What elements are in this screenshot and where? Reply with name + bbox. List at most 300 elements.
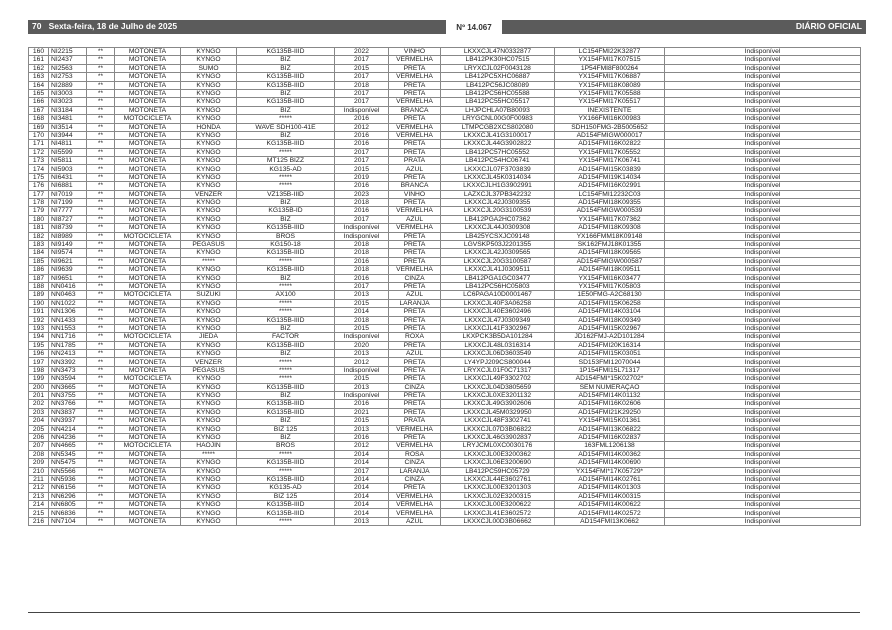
brand-cell: KYNGO — [181, 148, 237, 156]
chassis-cell: LKXXCJL48F3302741 — [441, 417, 555, 425]
color-cell: LARANJA — [389, 467, 441, 475]
brand-cell: KYNGO — [181, 417, 237, 425]
row-number-cell: 208 — [29, 450, 49, 458]
year-cell: 2017 — [335, 56, 389, 64]
engine-number-cell: 1P54FMI8F800264 — [555, 64, 665, 72]
marker-cell: ** — [87, 392, 115, 400]
vehicle-type-cell: MOTONETA — [115, 358, 181, 366]
vehicle-type-cell: MOTONETA — [115, 81, 181, 89]
plate-cell: NI8989 — [49, 232, 87, 240]
status-cell: Indisponível — [665, 316, 861, 324]
brand-cell: KYNGO — [181, 299, 237, 307]
plate-cell: NN3755 — [49, 392, 87, 400]
color-cell: LARANJA — [389, 299, 441, 307]
table-row — [29, 64, 861, 72]
table-row — [29, 215, 861, 223]
color-cell: PRETA — [389, 324, 441, 332]
plate-cell: NN1716 — [49, 333, 87, 341]
plate-cell: NI9149 — [49, 240, 87, 248]
chassis-cell: LKXXCJL42J0309565 — [441, 249, 555, 257]
year-cell: 2015 — [335, 299, 389, 307]
vehicle-type-cell: MOTOCICLETA — [115, 232, 181, 240]
year-cell: 2014 — [335, 450, 389, 458]
year-cell: 2015 — [335, 417, 389, 425]
year-cell: 2018 — [335, 81, 389, 89]
table-row — [29, 165, 861, 173]
plate-cell: NI9574 — [49, 249, 87, 257]
plate-cell: NN5345 — [49, 450, 87, 458]
chassis-cell: LKXXCJL07F3703839 — [441, 165, 555, 173]
row-number-cell: 175 — [29, 173, 49, 181]
engine-number-cell: AD154FMI16K02822 — [555, 140, 665, 148]
table-row — [29, 224, 861, 232]
color-cell: PRETA — [389, 392, 441, 400]
engine-number-cell: AD154FMIGW000539 — [555, 207, 665, 215]
row-number-cell: 178 — [29, 199, 49, 207]
model-cell: BIZ — [237, 392, 335, 400]
year-cell: 2013 — [335, 350, 389, 358]
marker-cell: ** — [87, 215, 115, 223]
marker-cell: ** — [87, 501, 115, 509]
plate-cell: NN1022 — [49, 299, 87, 307]
vehicle-type-cell: MOTONETA — [115, 215, 181, 223]
status-cell: Indisponível — [665, 232, 861, 240]
table-row — [29, 123, 861, 131]
status-cell: Indisponível — [665, 341, 861, 349]
brand-cell: KYNGO — [181, 459, 237, 467]
model-cell: WAVE SDH100-41E — [237, 123, 335, 131]
year-cell: 2015 — [335, 324, 389, 332]
chassis-cell: LTMPCGB2XCS802080 — [441, 123, 555, 131]
brand-cell: KYNGO — [181, 484, 237, 492]
marker-cell: ** — [87, 291, 115, 299]
model-cell: BIZ — [237, 131, 335, 139]
row-number-cell: 197 — [29, 358, 49, 366]
color-cell: PRETA — [389, 282, 441, 290]
model-cell: KG135B-IIID — [237, 140, 335, 148]
row-number-cell: 205 — [29, 425, 49, 433]
brand-cell: KYNGO — [181, 157, 237, 165]
marker-cell: ** — [87, 274, 115, 282]
color-cell: AZUL — [389, 291, 441, 299]
row-number-cell: 199 — [29, 375, 49, 383]
marker-cell: ** — [87, 89, 115, 97]
brand-cell: KYNGO — [181, 282, 237, 290]
model-cell: KG135B-IIID — [237, 475, 335, 483]
brand-cell: KYNGO — [181, 425, 237, 433]
brand-cell: KYNGO — [181, 56, 237, 64]
engine-number-cell: LC154FMI22K32877 — [555, 48, 665, 56]
vehicle-type-cell: MOTONETA — [115, 165, 181, 173]
plate-cell: NI8727 — [49, 215, 87, 223]
row-number-cell: 167 — [29, 106, 49, 114]
engine-number-cell: YX154FMI17K05803 — [555, 282, 665, 290]
color-cell: PRETA — [389, 64, 441, 72]
engine-number-cell: AD154FMI15K03051 — [555, 350, 665, 358]
year-cell: Indisponível — [335, 224, 389, 232]
table-row — [29, 375, 861, 383]
table-row — [29, 48, 861, 56]
model-cell: BIZ — [237, 89, 335, 97]
chassis-cell: LKXXCJL20G3100539 — [441, 207, 555, 215]
plate-cell: NN3837 — [49, 408, 87, 416]
row-number-cell: 184 — [29, 249, 49, 257]
year-cell: 2018 — [335, 266, 389, 274]
brand-cell: KYNGO — [181, 81, 237, 89]
model-cell: BIZ — [237, 215, 335, 223]
page-number: 70 — [32, 21, 42, 31]
engine-number-cell: AD154FMI18K09511 — [555, 266, 665, 274]
model-cell: BIZ — [237, 56, 335, 64]
chassis-cell: LY4YPJ209CS800044 — [441, 358, 555, 366]
row-number-cell: 191 — [29, 308, 49, 316]
marker-cell: ** — [87, 324, 115, 332]
engine-number-cell: AD154FMI15K03839 — [555, 165, 665, 173]
color-cell: PRETA — [389, 375, 441, 383]
status-cell: Indisponível — [665, 224, 861, 232]
brand-cell: KYNGO — [181, 350, 237, 358]
chassis-cell: LKXXCJL48L0316314 — [441, 341, 555, 349]
model-cell: KG135B-IIID — [237, 501, 335, 509]
color-cell: CINZA — [389, 459, 441, 467]
row-number-cell: 187 — [29, 274, 49, 282]
year-cell: 2017 — [335, 215, 389, 223]
status-cell: Indisponível — [665, 492, 861, 500]
marker-cell: ** — [87, 282, 115, 290]
status-cell: Indisponível — [665, 299, 861, 307]
year-cell: 2017 — [335, 282, 389, 290]
engine-number-cell: YX154FMI17K05588 — [555, 89, 665, 97]
color-cell: VERMELHA — [389, 266, 441, 274]
status-cell: Indisponível — [665, 375, 861, 383]
chassis-cell: LKXXCJL00E3200362 — [441, 450, 555, 458]
status-cell: Indisponível — [665, 358, 861, 366]
table-row — [29, 240, 861, 248]
table-row — [29, 299, 861, 307]
row-number-cell: 162 — [29, 64, 49, 72]
year-cell: 2014 — [335, 509, 389, 517]
row-number-cell: 171 — [29, 140, 49, 148]
year-cell: 2016 — [335, 115, 389, 123]
table-row — [29, 207, 861, 215]
chassis-cell: LKXXCJL20G3100587 — [441, 257, 555, 265]
plate-cell: NN7104 — [49, 517, 87, 525]
engine-number-cell: AD154FMI16K02837 — [555, 433, 665, 441]
status-cell: Indisponível — [665, 64, 861, 72]
brand-cell: KYNGO — [181, 131, 237, 139]
plate-cell: NN3937 — [49, 417, 87, 425]
table-row — [29, 366, 861, 374]
engine-number-cell: LC154FMI12232C03 — [555, 190, 665, 198]
engine-number-cell: AD154FMI18K09355 — [555, 199, 665, 207]
marker-cell: ** — [87, 56, 115, 64]
brand-cell: KYNGO — [181, 98, 237, 106]
plate-cell: NN6805 — [49, 501, 87, 509]
row-number-cell: 206 — [29, 433, 49, 441]
row-number-cell: 168 — [29, 115, 49, 123]
chassis-cell: LKXXCJL42J0309355 — [441, 199, 555, 207]
status-cell: Indisponível — [665, 308, 861, 316]
brand-cell: KYNGO — [181, 48, 237, 56]
color-cell: VERMELHA — [389, 425, 441, 433]
status-cell: Indisponível — [665, 517, 861, 525]
year-cell: 2017 — [335, 89, 389, 97]
engine-number-cell: AD154FMI*15K02702* — [555, 375, 665, 383]
brand-cell: KYNGO — [181, 266, 237, 274]
table-row — [29, 291, 861, 299]
vehicle-type-cell: MOTONETA — [115, 459, 181, 467]
row-number-cell: 211 — [29, 475, 49, 483]
status-cell: Indisponível — [665, 106, 861, 114]
row-number-cell: 160 — [29, 48, 49, 56]
plate-cell: NI9621 — [49, 257, 87, 265]
brand-cell: KYNGO — [181, 207, 237, 215]
chassis-cell: LKXXCJL41J0309511 — [441, 266, 555, 274]
table-row — [29, 467, 861, 475]
model-cell: KG135B-ID — [237, 207, 335, 215]
color-cell: VINHO — [389, 48, 441, 56]
table-row — [29, 308, 861, 316]
row-number-cell: 194 — [29, 333, 49, 341]
plate-cell: NN2413 — [49, 350, 87, 358]
plate-cell: NI5599 — [49, 148, 87, 156]
row-number-cell: 182 — [29, 232, 49, 240]
color-cell: PRETA — [389, 257, 441, 265]
color-cell: PRATA — [389, 157, 441, 165]
table-row — [29, 98, 861, 106]
engine-number-cell: YX154FMI18K08089 — [555, 81, 665, 89]
chassis-cell: LRYXCJL01F0C71317 — [441, 366, 555, 374]
model-cell: KG135B-IIID — [237, 266, 335, 274]
brand-cell: KYNGO — [181, 383, 237, 391]
marker-cell: ** — [87, 341, 115, 349]
vehicle-type-cell: MOTONETA — [115, 274, 181, 282]
table-row — [29, 157, 861, 165]
brand-cell: JIEDA — [181, 333, 237, 341]
year-cell: 2018 — [335, 316, 389, 324]
year-cell: 2016 — [335, 400, 389, 408]
model-cell: KG135B-IIID — [237, 73, 335, 81]
vehicle-type-cell: MOTONETA — [115, 257, 181, 265]
status-cell: Indisponível — [665, 475, 861, 483]
chassis-cell: LKXXCJL47J0309349 — [441, 316, 555, 324]
brand-cell: KYNGO — [181, 106, 237, 114]
status-cell: Indisponível — [665, 509, 861, 517]
status-cell: Indisponível — [665, 459, 861, 467]
model-cell: KG135B-IIID — [237, 48, 335, 56]
year-cell: 2012 — [335, 358, 389, 366]
chassis-cell: LKXXCJL45M0329950 — [441, 408, 555, 416]
engine-number-cell: YX166FMM18K09148 — [555, 232, 665, 240]
year-cell: 2014 — [335, 308, 389, 316]
color-cell: PRETA — [389, 199, 441, 207]
table-row — [29, 492, 861, 500]
plate-cell: NN6296 — [49, 492, 87, 500]
model-cell: ***** — [237, 517, 335, 525]
row-number-cell: 177 — [29, 190, 49, 198]
row-number-cell: 216 — [29, 517, 49, 525]
year-cell: 2013 — [335, 425, 389, 433]
row-number-cell: 200 — [29, 383, 49, 391]
chassis-cell: LAZXCJL37PB342232 — [441, 190, 555, 198]
brand-cell: KYNGO — [181, 341, 237, 349]
color-cell: AZUL — [389, 517, 441, 525]
brand-cell: KYNGO — [181, 274, 237, 282]
marker-cell: ** — [87, 509, 115, 517]
table-row — [29, 459, 861, 467]
marker-cell: ** — [87, 383, 115, 391]
vehicle-type-cell: MOTONETA — [115, 140, 181, 148]
engine-number-cell: AD154FMI18K09565 — [555, 249, 665, 257]
plate-cell: NI3023 — [49, 98, 87, 106]
vehicle-type-cell: MOTOCICLETA — [115, 333, 181, 341]
row-number-cell: 174 — [29, 165, 49, 173]
marker-cell: ** — [87, 224, 115, 232]
marker-cell: ** — [87, 182, 115, 190]
table-row — [29, 324, 861, 332]
brand-cell: KYNGO — [181, 408, 237, 416]
model-cell: ***** — [237, 182, 335, 190]
status-cell: Indisponível — [665, 56, 861, 64]
vehicle-type-cell: MOTONETA — [115, 517, 181, 525]
row-number-cell: 190 — [29, 299, 49, 307]
status-cell: Indisponível — [665, 442, 861, 450]
chassis-cell: LKXXCJL40E3602496 — [441, 308, 555, 316]
color-cell: VERMELHA — [389, 207, 441, 215]
engine-number-cell: AD154FMI14K00315 — [555, 492, 665, 500]
chassis-cell: LRYXCJL02F0043128 — [441, 64, 555, 72]
engine-number-cell: AD154FMI14K01132 — [555, 392, 665, 400]
model-cell: BROS — [237, 442, 335, 450]
vehicle-type-cell: MOTONETA — [115, 89, 181, 97]
chassis-cell: LB412PC5XHC06887 — [441, 73, 555, 81]
marker-cell: ** — [87, 165, 115, 173]
model-cell: BIZ 125 — [237, 425, 335, 433]
model-cell: ***** — [237, 299, 335, 307]
engine-number-cell: AD154FMI14K00690 — [555, 459, 665, 467]
marker-cell: ** — [87, 408, 115, 416]
plate-cell: NN3392 — [49, 358, 87, 366]
year-cell: 2014 — [335, 492, 389, 500]
model-cell: MT125 BIZZ — [237, 157, 335, 165]
table-row — [29, 442, 861, 450]
row-number-cell: 180 — [29, 215, 49, 223]
model-cell: KG135B-IIID — [237, 383, 335, 391]
plate-cell: NI6431 — [49, 173, 87, 181]
model-cell: KG135-AD — [237, 484, 335, 492]
vehicle-type-cell: MOTONETA — [115, 475, 181, 483]
engine-number-cell: AD154FMI15K02967 — [555, 324, 665, 332]
color-cell: PRETA — [389, 81, 441, 89]
engine-number-cell: 163FML1206138 — [555, 442, 665, 450]
plate-cell: NI5811 — [49, 157, 87, 165]
marker-cell: ** — [87, 425, 115, 433]
vehicle-type-cell: MOTONETA — [115, 249, 181, 257]
table-row — [29, 316, 861, 324]
chassis-cell: LB412PC55HC05517 — [441, 98, 555, 106]
row-number-cell: 173 — [29, 157, 49, 165]
vehicle-type-cell: MOTONETA — [115, 131, 181, 139]
marker-cell: ** — [87, 266, 115, 274]
vehicle-type-cell: MOTONETA — [115, 48, 181, 56]
color-cell: PRETA — [389, 433, 441, 441]
plate-cell: NN1433 — [49, 316, 87, 324]
year-cell: 2018 — [335, 249, 389, 257]
year-cell: 2016 — [335, 182, 389, 190]
vehicle-type-cell: MOTONETA — [115, 509, 181, 517]
table-row — [29, 232, 861, 240]
table-row — [29, 190, 861, 198]
color-cell: PRETA — [389, 400, 441, 408]
marker-cell: ** — [87, 484, 115, 492]
row-number-cell: 214 — [29, 501, 49, 509]
year-cell: 2017 — [335, 157, 389, 165]
marker-cell: ** — [87, 64, 115, 72]
chassis-cell: LGVSKP503J2201355 — [441, 240, 555, 248]
table-row — [29, 400, 861, 408]
model-cell: BIZ 125 — [237, 492, 335, 500]
year-cell: 2013 — [335, 291, 389, 299]
model-cell: KG135B-IIID — [237, 408, 335, 416]
plate-cell: NI2563 — [49, 64, 87, 72]
marker-cell: ** — [87, 73, 115, 81]
color-cell: PRETA — [389, 115, 441, 123]
marker-cell: ** — [87, 316, 115, 324]
table-row — [29, 509, 861, 517]
status-cell: Indisponível — [665, 266, 861, 274]
model-cell: BIZ — [237, 64, 335, 72]
vehicle-type-cell: MOTONETA — [115, 64, 181, 72]
row-number-cell: 179 — [29, 207, 49, 215]
color-cell: PRETA — [389, 408, 441, 416]
engine-number-cell: YX154FMI17K07362 — [555, 215, 665, 223]
marker-cell: ** — [87, 492, 115, 500]
vehicle-type-cell: MOTONETA — [115, 417, 181, 425]
plate-cell: NI2437 — [49, 56, 87, 64]
status-cell: Indisponível — [665, 89, 861, 97]
brand-cell: SUZUKI — [181, 291, 237, 299]
color-cell: VERMELHA — [389, 73, 441, 81]
brand-cell: PEGASUS — [181, 366, 237, 374]
marker-cell: ** — [87, 207, 115, 215]
model-cell: BIZ — [237, 274, 335, 282]
row-number-cell: 185 — [29, 257, 49, 265]
plate-cell: NN0463 — [49, 291, 87, 299]
marker-cell: ** — [87, 123, 115, 131]
engine-number-cell: AD154FMI15K06258 — [555, 299, 665, 307]
chassis-cell: LKXXCJL06D3603549 — [441, 350, 555, 358]
marker-cell: ** — [87, 106, 115, 114]
color-cell: VERMELHA — [389, 98, 441, 106]
status-cell: Indisponível — [665, 240, 861, 248]
chassis-cell: LKXXCJL0XE3201132 — [441, 392, 555, 400]
engine-number-cell: SDH150FMG-2B5005652 — [555, 123, 665, 131]
plate-cell: NI6881 — [49, 182, 87, 190]
status-cell: Indisponível — [665, 425, 861, 433]
year-cell: 2017 — [335, 98, 389, 106]
brand-cell: ***** — [181, 450, 237, 458]
chassis-cell: LKXPCK3B5DA101284 — [441, 333, 555, 341]
year-cell: 2015 — [335, 375, 389, 383]
engine-number-cell: YX154FMI17K05552 — [555, 148, 665, 156]
status-cell: Indisponível — [665, 257, 861, 265]
plate-cell: NI2889 — [49, 81, 87, 89]
color-cell: CINZA — [389, 383, 441, 391]
status-cell: Indisponível — [665, 467, 861, 475]
table-row — [29, 282, 861, 290]
color-cell: ROSA — [389, 450, 441, 458]
plate-cell: NI7019 — [49, 190, 87, 198]
